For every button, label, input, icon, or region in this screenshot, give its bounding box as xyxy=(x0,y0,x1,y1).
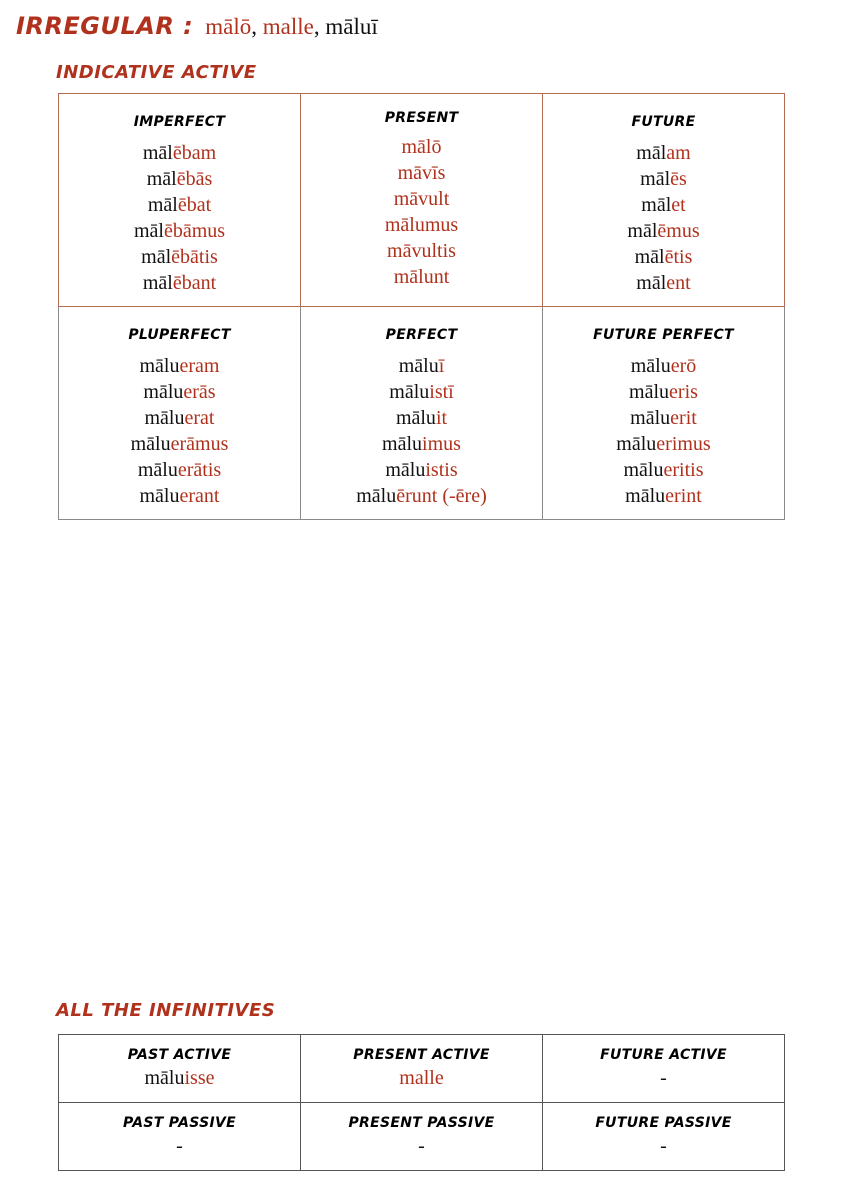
infinitive-heading: PAST ACTIVE xyxy=(127,1047,232,1063)
infinitive-cell xyxy=(59,1035,301,1103)
form-row xyxy=(59,483,300,509)
infinitive-form xyxy=(59,1065,300,1091)
form-row xyxy=(543,192,784,218)
form-ending: istis xyxy=(425,459,458,481)
form-ending: ētis xyxy=(664,246,693,268)
indicative-table xyxy=(58,93,785,520)
form-list xyxy=(301,353,542,509)
form-stem: mālu xyxy=(139,355,180,377)
form-stem: mālu xyxy=(616,433,657,455)
form-ending: malle xyxy=(399,1067,444,1089)
infinitive-form xyxy=(301,1065,542,1091)
form-ending: erant xyxy=(179,485,220,507)
form-stem: mālu xyxy=(356,485,397,507)
infinitive-cell xyxy=(301,1035,543,1103)
form-ending: et xyxy=(671,194,686,216)
form-stem: māl xyxy=(634,246,665,268)
form-ending: erit xyxy=(670,407,697,429)
form-row xyxy=(543,353,784,379)
form-row xyxy=(59,218,300,244)
form-ending: ēbātis xyxy=(171,246,218,268)
form-stem: māl xyxy=(640,168,671,190)
infinitive-cell xyxy=(59,1103,301,1171)
title-separator: , xyxy=(313,14,326,39)
form-ending: ērunt (-ēre) xyxy=(396,485,487,507)
form-row xyxy=(543,218,784,244)
form-stem: mālu xyxy=(389,381,430,403)
form-ending: mālunt xyxy=(393,266,450,288)
form-ending: erint xyxy=(665,485,702,507)
form-row xyxy=(543,405,784,431)
tense-cell xyxy=(59,94,301,307)
form-row xyxy=(301,160,542,186)
form-stem: mālu xyxy=(382,433,423,455)
form-stem: mālu xyxy=(625,485,666,507)
form-ending: mālumus xyxy=(384,214,459,236)
form-ending: ī xyxy=(438,355,445,377)
form-row xyxy=(59,244,300,270)
form-stem: mālu xyxy=(395,407,436,429)
tense-cell xyxy=(301,307,543,520)
form-row xyxy=(543,457,784,483)
form-ending: erat xyxy=(184,407,215,429)
form-stem: māl xyxy=(636,142,667,164)
form-row xyxy=(543,244,784,270)
tense-heading: PERFECT xyxy=(385,327,458,343)
section-heading-indicative: INDICATIVE ACTIVE xyxy=(56,62,257,83)
form-ending: isse xyxy=(184,1067,215,1089)
form-row xyxy=(59,166,300,192)
tense-heading: IMPERFECT xyxy=(133,114,226,130)
form-ending: erō xyxy=(670,355,697,377)
form-stem: māl xyxy=(133,220,164,242)
form-row xyxy=(301,264,542,290)
form-list xyxy=(59,353,300,509)
tense-heading: FUTURE xyxy=(631,114,696,130)
form-ending: erāmus xyxy=(170,433,229,455)
form-ending: erātis xyxy=(177,459,222,481)
form-row xyxy=(59,405,300,431)
form-row xyxy=(543,483,784,509)
tense-cell xyxy=(543,307,785,520)
title-principal-parts xyxy=(205,14,377,40)
form-ending: eritis xyxy=(663,459,704,481)
table-row xyxy=(59,1035,785,1103)
form-row xyxy=(543,166,784,192)
form-stem: mālu xyxy=(398,355,439,377)
form-row xyxy=(59,192,300,218)
form-ending: ēs xyxy=(670,168,687,190)
form-row xyxy=(59,431,300,457)
form-list xyxy=(543,353,784,509)
form-row xyxy=(301,212,542,238)
form-list xyxy=(543,140,784,296)
form-ending: imus xyxy=(422,433,461,455)
form-row xyxy=(301,186,542,212)
form-row xyxy=(543,140,784,166)
form-row xyxy=(59,270,300,296)
form-row xyxy=(59,379,300,405)
form-stem: māl xyxy=(142,272,173,294)
form-stem: māl xyxy=(641,194,672,216)
form-stem: - xyxy=(660,1067,667,1089)
infinitive-form xyxy=(543,1065,784,1091)
form-stem: māl xyxy=(142,142,173,164)
form-list xyxy=(59,140,300,296)
tense-heading: PRESENT xyxy=(384,110,459,126)
table-row xyxy=(59,94,785,307)
form-ending: istī xyxy=(429,381,454,403)
infinitives-table xyxy=(58,1034,785,1171)
table-row xyxy=(59,1103,785,1171)
form-stem: mālu xyxy=(137,459,178,481)
form-ending: am xyxy=(666,142,691,164)
form-stem: māl xyxy=(627,220,658,242)
form-stem: māl xyxy=(147,194,178,216)
infinitive-cell xyxy=(543,1103,785,1171)
form-row xyxy=(543,431,784,457)
form-stem: mālu xyxy=(385,459,426,481)
form-stem: - xyxy=(176,1135,183,1157)
form-ending: māvīs xyxy=(397,162,446,184)
form-ending: ēmus xyxy=(657,220,700,242)
form-stem: māl xyxy=(146,168,177,190)
form-ending: erās xyxy=(183,381,216,403)
tense-cell xyxy=(301,94,543,307)
form-stem: mālu xyxy=(630,407,671,429)
form-ending: eris xyxy=(669,381,698,403)
form-ending: ēbat xyxy=(177,194,212,216)
title-form-2: malle xyxy=(262,14,314,39)
form-row xyxy=(301,431,542,457)
infinitive-form xyxy=(301,1133,542,1159)
form-row xyxy=(301,134,542,160)
infinitive-heading: FUTURE ACTIVE xyxy=(600,1047,727,1063)
form-stem: mālu xyxy=(144,407,185,429)
form-stem: - xyxy=(660,1135,667,1157)
form-row xyxy=(301,457,542,483)
form-ending: ēbant xyxy=(172,272,217,294)
infinitive-heading: PAST PASSIVE xyxy=(122,1115,236,1131)
form-ending: erimus xyxy=(656,433,711,455)
form-row xyxy=(59,353,300,379)
tense-heading: FUTURE PERFECT xyxy=(593,327,734,343)
form-ending: mālō xyxy=(401,136,442,158)
title-separator: , xyxy=(251,14,263,39)
page-title xyxy=(16,12,378,46)
table-row xyxy=(59,307,785,520)
tense-heading: PLUPERFECT xyxy=(128,327,231,343)
form-stem: - xyxy=(418,1135,425,1157)
title-form-1: mālō xyxy=(205,14,252,39)
form-ending: ent xyxy=(666,272,691,294)
form-ending: it xyxy=(435,407,448,429)
form-ending: māvultis xyxy=(387,240,456,262)
form-ending: eram xyxy=(179,355,220,377)
section-heading-infinitives: ALL THE INFINITIVES xyxy=(56,1000,276,1021)
tense-cell xyxy=(59,307,301,520)
form-row xyxy=(301,238,542,264)
form-stem: māl xyxy=(636,272,667,294)
form-row xyxy=(543,379,784,405)
title-label: IRREGULAR : xyxy=(16,12,194,40)
infinitive-cell xyxy=(543,1035,785,1103)
form-row xyxy=(543,270,784,296)
form-stem: mālu xyxy=(139,485,180,507)
form-row xyxy=(301,483,542,509)
form-stem: mālu xyxy=(144,1067,185,1089)
form-ending: māvult xyxy=(393,188,450,210)
form-ending: ēbās xyxy=(176,168,213,190)
form-stem: mālu xyxy=(630,355,671,377)
infinitive-heading: PRESENT PASSIVE xyxy=(348,1115,495,1131)
form-row xyxy=(301,353,542,379)
form-stem: mālu xyxy=(143,381,184,403)
form-ending: ēbāmus xyxy=(163,220,226,242)
tense-cell xyxy=(543,94,785,307)
form-list xyxy=(301,134,542,290)
infinitive-form xyxy=(543,1133,784,1159)
form-stem: mālu xyxy=(623,459,664,481)
form-row xyxy=(301,379,542,405)
infinitive-heading: FUTURE PASSIVE xyxy=(595,1115,732,1131)
form-ending: ēbam xyxy=(172,142,217,164)
form-row xyxy=(59,140,300,166)
form-stem: mālu xyxy=(130,433,171,455)
form-stem: mālu xyxy=(629,381,670,403)
infinitive-cell xyxy=(301,1103,543,1171)
infinitive-heading: PRESENT ACTIVE xyxy=(353,1047,490,1063)
form-stem: māl xyxy=(141,246,172,268)
form-row xyxy=(59,457,300,483)
form-row xyxy=(301,405,542,431)
title-form-3: māluī xyxy=(325,14,378,39)
infinitive-form xyxy=(59,1133,300,1159)
